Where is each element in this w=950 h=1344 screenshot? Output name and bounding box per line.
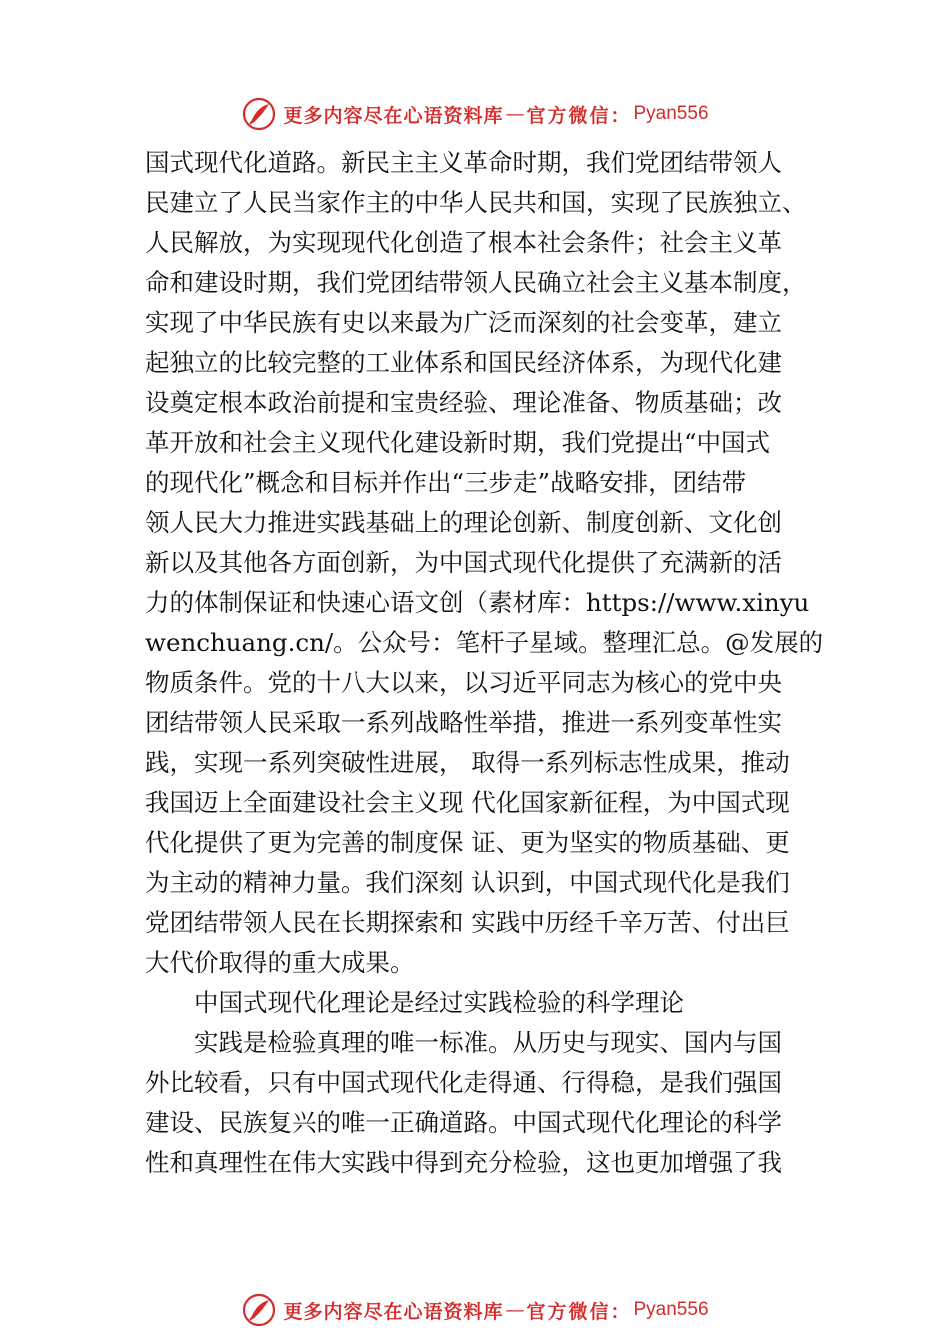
text-line: 新以及其他各方面创新，为中国式现代化提供了充满新的活 <box>145 548 782 577</box>
text-line: 人民解放，为实现现代化创造了根本社会条件；社会主义革 <box>145 228 782 257</box>
text-line: 性和真理性在伟大实践中得到充分检验，这也更加增强了我 <box>145 1148 782 1177</box>
text-line: 实现了中华民族有史以来最为广泛而深刻的社会变革，建立 <box>145 308 782 337</box>
footer-banner <box>0 1290 950 1330</box>
text-line: 外比较看，只有中国式现代化走得通、行得稳，是我们强国 <box>145 1068 782 1097</box>
text-line: 领人民大力推进实践基础上的理论创新、制度创新、文化创 <box>145 508 782 537</box>
text-line: 代化提供了更为完善的制度保 证、更为坚实的物质基础、更 <box>145 828 790 857</box>
banner-wechat-label: 官方微信： <box>526 104 632 127</box>
text-line: 革开放和社会主义现代化建设新时期，我们党提出“中国式 <box>145 428 771 457</box>
text-line: 我国迈上全面建设社会主义现 代化国家新征程，为中国式现 <box>145 788 790 817</box>
text-line: 设奠定根本政治前提和宝贵经验、理论准备、物质基础；改 <box>145 388 782 417</box>
banner-wechat-label: 官方微信： <box>526 1300 632 1323</box>
banner-wechat-id: Pyan556 <box>633 103 709 124</box>
feather-pen-logo-icon <box>241 96 277 132</box>
banner-wechat-id: Pyan556 <box>633 1299 709 1320</box>
text-line: 力的体制保证和快速心语文创（素材库：https://www.xinyu <box>145 588 810 617</box>
text-line: 的现代化”概念和目标并作出“三步走”战略安排，团结带 <box>145 468 747 497</box>
text-line: 践，实现一系列突破性进展， 取得一系列标志性成果，推动 <box>145 748 790 777</box>
feather-pen-logo-icon <box>241 1292 277 1328</box>
text-line: 为主动的精神力量。我们深刻 认识到，中国式现代化是我们 <box>145 868 790 897</box>
text-line: 物质条件。党的十八大以来，以习近平同志为核心的党中央 <box>145 668 782 697</box>
section-heading: 中国式现代化理论是经过实践检验的科学理论 <box>145 988 684 1017</box>
body-text <box>145 143 825 1183</box>
banner-separator: — <box>505 1299 525 1321</box>
banner-title: 更多内容尽在心语资料库 <box>283 104 504 127</box>
text-line: 命和建设时期，我们党团结带领人民确立社会主义基本制度， <box>145 268 807 297</box>
text-line: 国式现代化道路。新民主主义革命时期，我们党团结带领人 <box>145 148 782 177</box>
header-banner <box>0 94 950 134</box>
text-line: wenchuang.cn/。公众号：笔杆子星域。整理汇总。@发展的 <box>145 628 824 657</box>
text-line: 起独立的比较完整的工业体系和国民经济体系，为现代化建 <box>145 348 782 377</box>
text-line: 实践是检验真理的唯一标准。从历史与现实、国内与国 <box>145 1028 782 1057</box>
text-line: 团结带领人民采取一系列战略性举措，推进一系列变革性实 <box>145 708 782 737</box>
text-line: 党团结带领人民在长期探索和 实践中历经千辛万苦、付出巨 <box>145 908 790 937</box>
text-line: 建设、民族复兴的唯一正确道路。中国式现代化理论的科学 <box>145 1108 782 1137</box>
text-line: 大代价取得的重大成果。 <box>145 948 415 977</box>
banner-title: 更多内容尽在心语资料库 <box>283 1300 504 1323</box>
banner-separator: — <box>505 103 525 125</box>
text-line: 民建立了人民当家作主的中华人民共和国，实现了民族独立、 <box>145 188 807 217</box>
